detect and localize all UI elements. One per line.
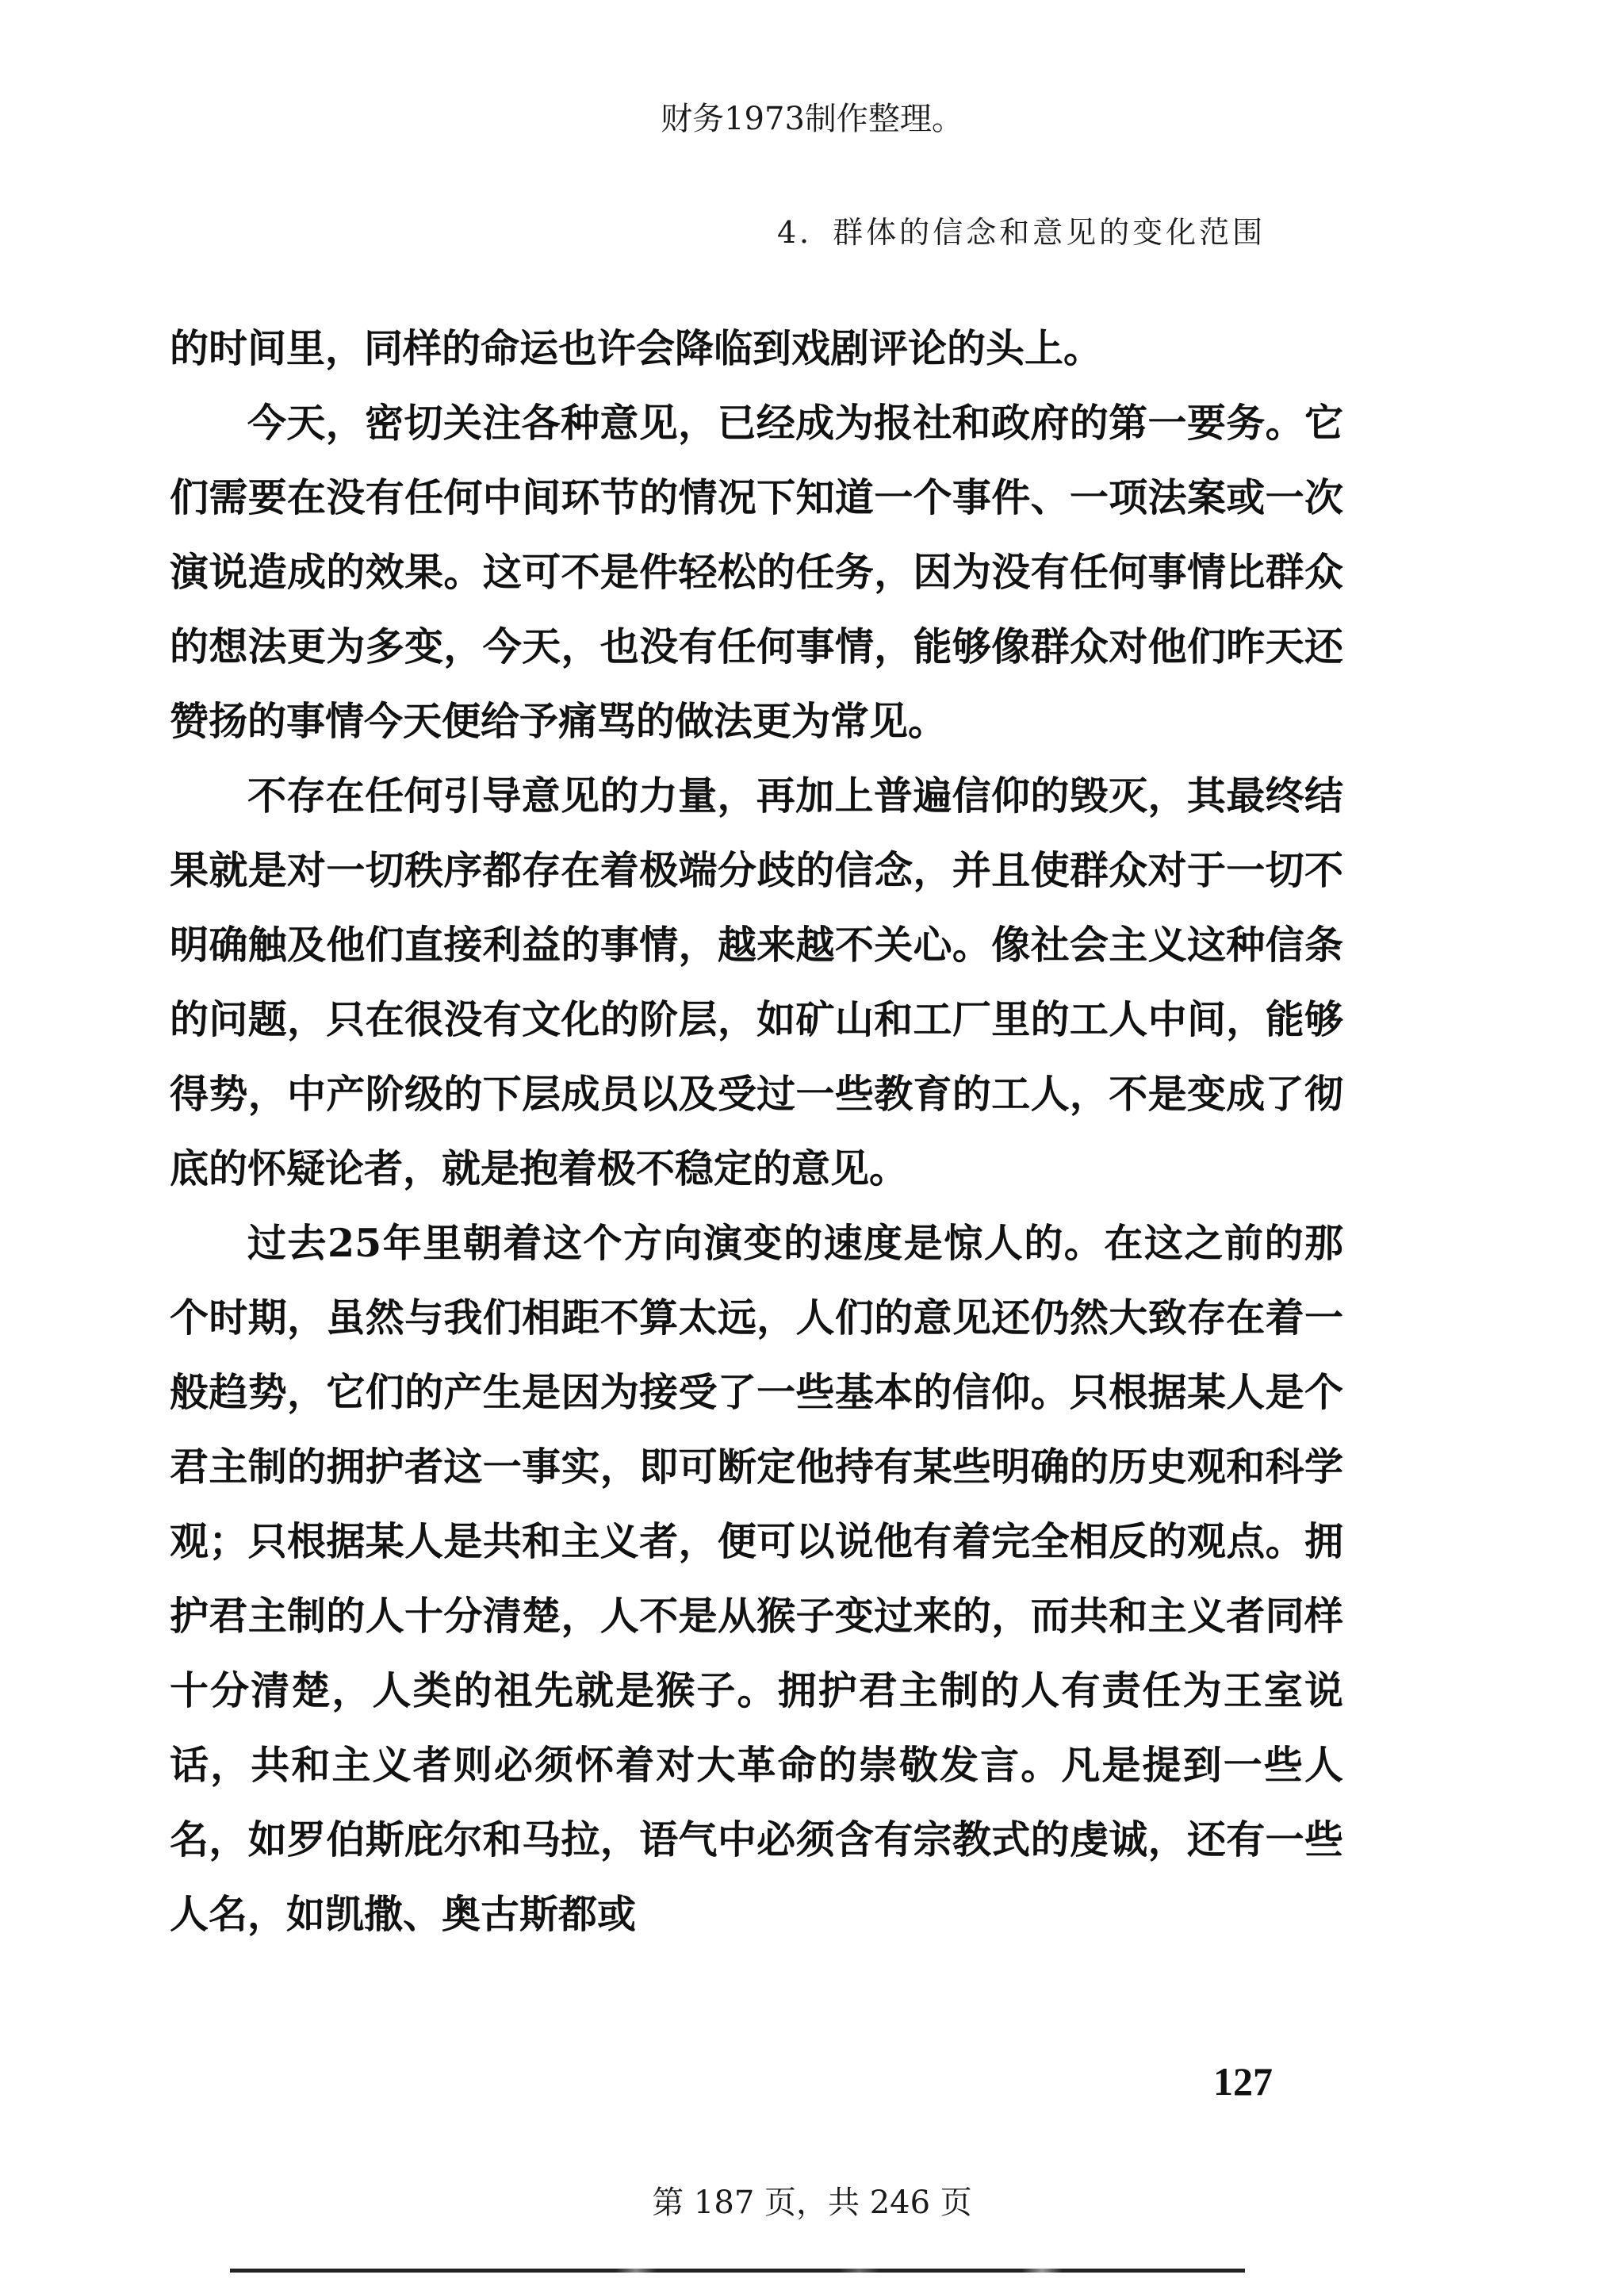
watermark-text: 财务1973制作整理。	[661, 101, 963, 137]
paragraph-3: 不存在任何引导意见的力量，再加上普遍信仰的毁灭，其最终结果就是对一切秩序都存在着极端分歧的信念，并且使群众对于一切不明确触及他们直接利益的事情，越来越不关心。像社会主义这种信条的问题，只在很没有文化的阶层，如矿山和工厂里的工人中间，能够得势，中产阶级的下层成员以及受过一些教育的工人，不是变成了彻底的怀疑论者，就是抱着极不稳定的意见。	[170, 773, 1343, 1191]
paragraph-1: 的时间里，同样的命运也许会降临到戏剧评论的头上。	[170, 325, 1103, 371]
page-number: 127	[1213, 2059, 1273, 2104]
scan-bottom-rule	[230, 2269, 1245, 2273]
paragraph-4: 过去25年里朝着这个方向演变的速度是惊人的。在这之前的那个时期，虽然与我们相距不算太远，人们的意见还仍然大致存在着一般趋势，它们的产生是因为接受了一些基本的信仰。只根据某人是个君主制的拥护者这一事实，即可断定他持有某些明确的历史观和科学观；只根据某人是共和主义者，便可以说他有着完全相反的观点。拥护君主制的人十分清楚，人不是从猴子变过来的，而共和主义者同样十分清楚，人类的祖先就是猴子。拥护君主制的人有责任为王室说话，共和主义者则必须怀着对大革命的崇敬发言。凡是提到一些人名，如罗伯斯庇尔和马拉，语气中必须含有宗教式的虔诚，还有一些人名，如凯撒、奥古斯都或	[170, 1220, 1343, 1937]
body-text	[170, 311, 1343, 1951]
page-footer: 第 187 页，共 246 页	[652, 2185, 972, 2221]
running-header: 4．群体的信念和意见的变化范围	[777, 215, 1266, 250]
paragraph-2: 今天，密切关注各种意见，已经成为报社和政府的第一要务。它们需要在没有任何中间环节的情况下知道一个事件、一项法案或一次演说造成的效果。这可不是件轻松的任务，因为没有任何事情比群众的想法更为多变，今天，也没有任何事情，能够像群众对他们昨天还赞扬的事情今天便给予痛骂的做法更为常见。	[170, 400, 1343, 744]
